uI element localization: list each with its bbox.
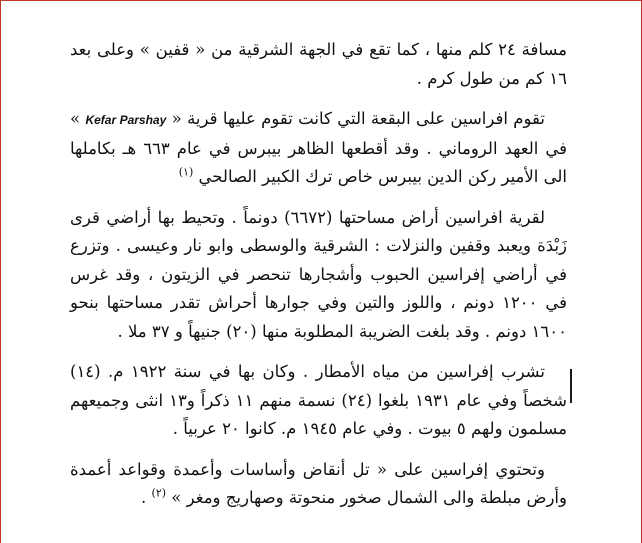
paragraph-text: » في العهد الروماني . وقد أقطعها الظاهر بيبرس في عام ٦٦٣ هـ بكاملها الى الأمير ركن الدين بيبرس خاص ترك الكبير الصالحي	[70, 109, 567, 186]
paragraph-ruins	[70, 456, 567, 513]
footnote-marker: (٢)	[151, 486, 167, 500]
paragraph-text: تشرب إفراسين من مياه الأمطار . وكان بها في سنة ١٩٢٢ م. (١٤) شخصاً وفي عام ١٩٣١ بلغوا (٢٤) نسمة منهم ١١ ذكراً و١٣ انثى وجميعهم مسلمون ولهم ٥ بيوت . وفي عام ١٩٤٥ م. كانوا ٢٠ عربياً .	[70, 362, 567, 438]
footnote-marker: (١)	[178, 165, 194, 179]
paragraph-text: مسافة ٢٤ كلم منها ، كما تقع في الجهة الشرقية من « قفين » وعلى بعد ١٦ كم من طول كرم .	[70, 40, 567, 88]
paragraph-text: .	[141, 488, 152, 507]
paragraph-distance	[70, 36, 567, 93]
paragraph-text: لقرية افراسين أراض مساحتها (٦٦٧٢) دونماً . وتحيط بها أراضي قرى زَبْدَة ويعبد وقفين والنزلات : الشرقية والوسطى وابو نار وعيسى . وتزرع في أراضي إفراسين الحبوب وأشجارها تنحصر في الزيتون ، وقد غرس في ١٢٠٠ دونم ، واللوز والتين وفي جوارها أحراش تقدر مساحتها بنحو ١٦٠٠ دونم . وقد بلغت الضريبة المطلوبة منها (٢٠) جنيهاً و ٣٧ ملا .	[70, 207, 568, 341]
latin-place-name: Kefar Parshay	[85, 113, 167, 127]
paragraph-text: وتحتوي إفراسين على « تل أنقاض وأساسات وأعمدة وقواعد أعمدة وأرض مبلطة والى الشمال صخور منحوتة وصهاريج ومغر »	[70, 459, 567, 507]
margin-rule	[570, 369, 572, 403]
document-page	[70, 36, 567, 513]
paragraph-lands	[70, 204, 567, 347]
paragraph-population	[70, 358, 567, 444]
paragraph-history	[70, 105, 567, 192]
paragraph-text: تقوم افراسين على البقعة التي كانت تقوم عليها قرية «	[166, 109, 545, 128]
